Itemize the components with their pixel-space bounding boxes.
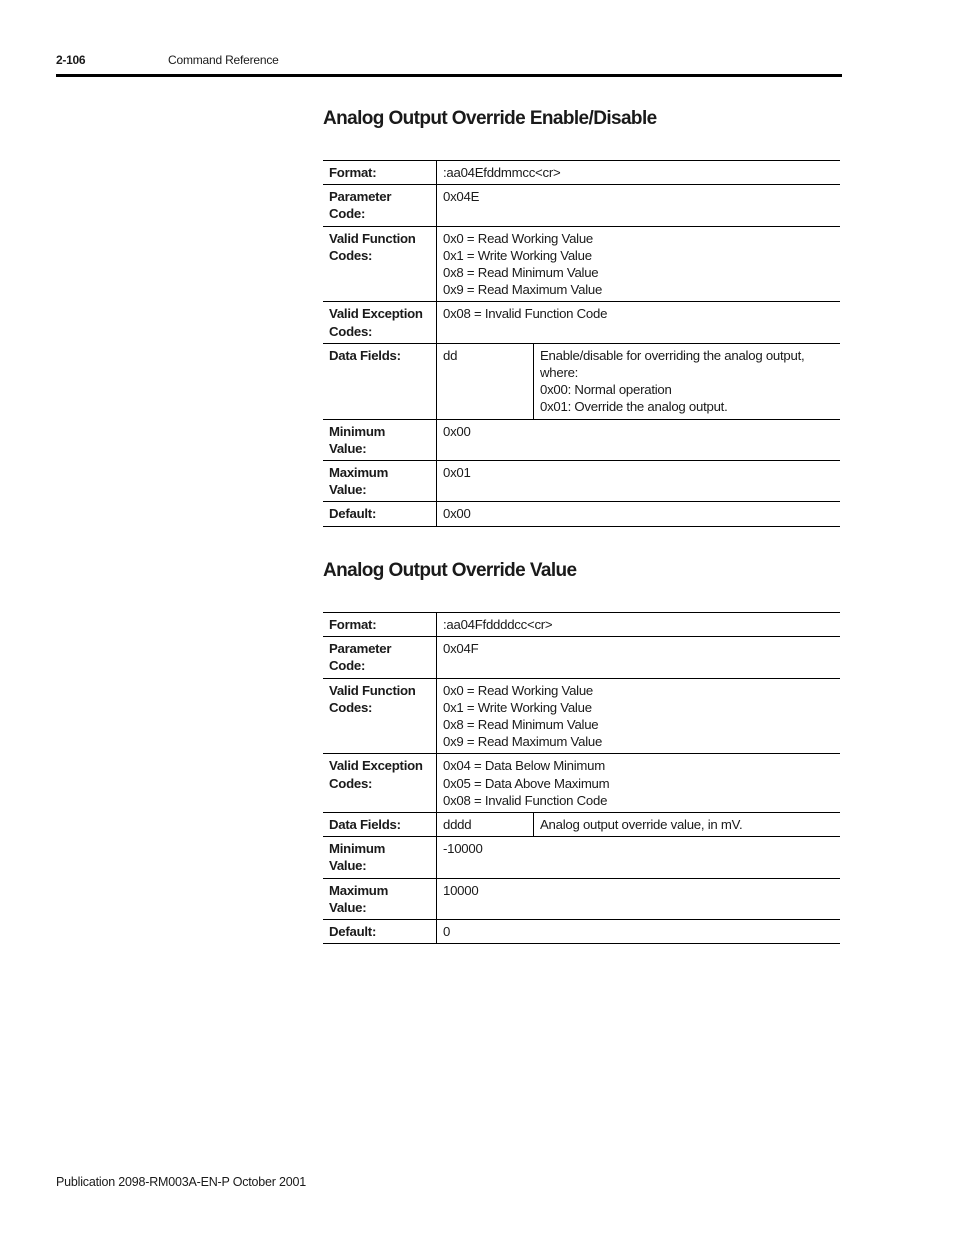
- row-value: 0x00: [437, 419, 841, 460]
- table-row-maximum-value: [323, 878, 840, 919]
- row-value: 0x04F: [437, 637, 841, 678]
- row-label: Valid Function Codes:: [323, 678, 437, 754]
- row-value: 0x0 = Read Working Value 0x1 = Write Working Value 0x8 = Read Minimum Value 0x9 = Read Maximum Value: [437, 678, 841, 754]
- table-row-parameter-code: [323, 185, 840, 226]
- row-value: 0: [437, 920, 841, 944]
- table-row-parameter-code: [323, 637, 840, 678]
- page-number: 2-106: [56, 53, 86, 67]
- table-row-valid-function-codes: [323, 678, 840, 754]
- table-row-minimum-value: [323, 837, 840, 878]
- row-label: Minimum Value:: [323, 837, 437, 878]
- table-row-format: [323, 161, 840, 185]
- row-label: Valid Exception Codes:: [323, 302, 437, 343]
- table-row-format: [323, 613, 840, 637]
- row-value: 0x0 = Read Working Value 0x1 = Write Working Value 0x8 = Read Minimum Value 0x9 = Read Maximum Value: [437, 226, 841, 302]
- row-label: Default:: [323, 920, 437, 944]
- data-field-name: dddd: [437, 813, 534, 837]
- header-rule: [56, 74, 842, 77]
- command-table: [323, 160, 840, 527]
- data-field-description: Enable/disable for overriding the analog output, where: 0x00: Normal operation 0x01: Override the analog output.: [534, 343, 841, 419]
- command-table: [323, 612, 840, 944]
- row-value: 10000: [437, 878, 841, 919]
- table-row-default: [323, 920, 840, 944]
- row-label: Default:: [323, 502, 437, 526]
- row-label: Format:: [323, 161, 437, 185]
- row-label: Valid Exception Codes:: [323, 754, 437, 813]
- data-field-name: dd: [437, 343, 534, 419]
- row-value: :aa04Ffddddcc<cr>: [437, 613, 841, 637]
- table-row-minimum-value: [323, 419, 840, 460]
- running-section-title: Command Reference: [168, 53, 279, 67]
- page-header: [56, 52, 842, 76]
- row-value: 0x08 = Invalid Function Code: [437, 302, 841, 343]
- row-label: Maximum Value:: [323, 878, 437, 919]
- section-title: Analog Output Override Value: [323, 560, 577, 581]
- row-value: 0x04 = Data Below Minimum 0x05 = Data Above Maximum 0x08 = Invalid Function Code: [437, 754, 841, 813]
- data-field-description: Analog output override value, in mV.: [534, 813, 841, 837]
- section-override-value: [323, 560, 840, 940]
- publication-footer: Publication 2098-RM003A-EN-P October 2001: [56, 1175, 307, 1189]
- row-label: Maximum Value:: [323, 461, 437, 502]
- row-label: Format:: [323, 613, 437, 637]
- row-value: :aa04Efddmmcc<cr>: [437, 161, 841, 185]
- row-value: -10000: [437, 837, 841, 878]
- row-value: 0x04E: [437, 185, 841, 226]
- section-title: Analog Output Override Enable/Disable: [323, 108, 657, 129]
- section-override-enable: [323, 108, 840, 522]
- table-row-data-fields: [323, 813, 840, 837]
- row-label: Parameter Code:: [323, 637, 437, 678]
- row-label: Parameter Code:: [323, 185, 437, 226]
- table-row-valid-exception-codes: [323, 754, 840, 813]
- table-row-maximum-value: [323, 461, 840, 502]
- row-value: 0x00: [437, 502, 841, 526]
- table-row-valid-exception-codes: [323, 302, 840, 343]
- row-label: Data Fields:: [323, 343, 437, 419]
- table-row-default: [323, 502, 840, 526]
- table-row-data-fields: [323, 343, 840, 419]
- table-row-valid-function-codes: [323, 226, 840, 302]
- row-label: Minimum Value:: [323, 419, 437, 460]
- row-label: Valid Function Codes:: [323, 226, 437, 302]
- row-label: Data Fields:: [323, 813, 437, 837]
- row-value: 0x01: [437, 461, 841, 502]
